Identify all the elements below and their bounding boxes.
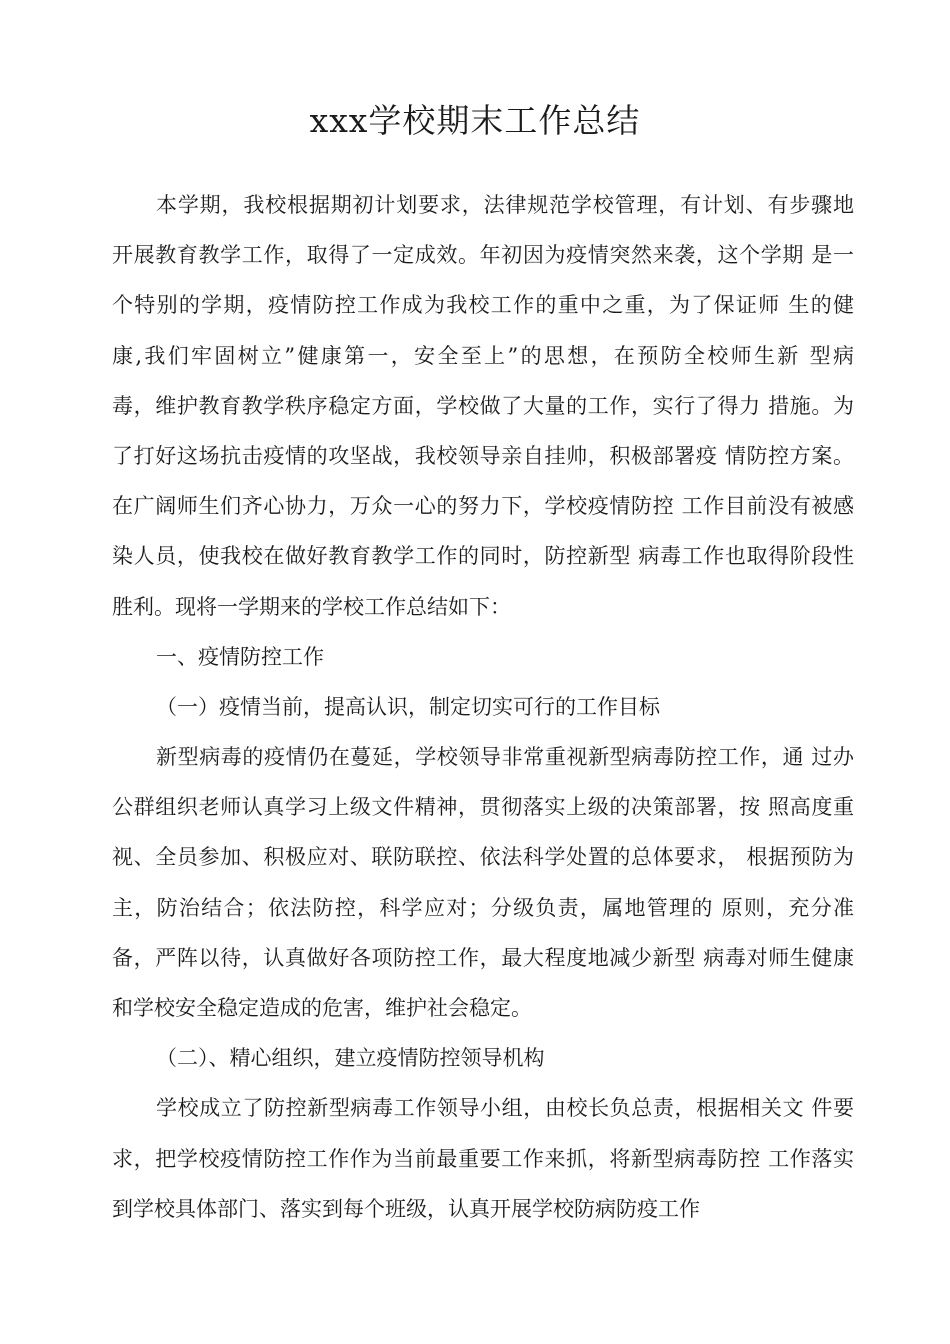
- paragraph-3-line-2: 求，把学校疫情防控工作作为当前最重要工作来抓，将新型病毒防控 工作落实: [112, 1146, 854, 1171]
- document-title: xxx学校期末工作总结: [309, 101, 641, 140]
- paragraph-1-line-1: 本学期，我校根据期初计划要求，法律规范学校管理，有计划、有步骤地: [156, 193, 854, 217]
- paragraph-1-line-2: 开展教育教学工作，取得了一定成效。年初因为疫情突然来袭，这个学期 是一: [112, 243, 854, 268]
- paragraph-2-line-1: 新型病毒的疫情仍在蔓延，学校领导非常重视新型病毒防控工作，通 过办: [156, 745, 854, 770]
- section-heading-1: 一、疫情防控工作: [156, 644, 324, 669]
- paragraph-1-line-8: 染人员，使我校在做好教育教学工作的同时，防控新型 病毒工作也取得阶段性: [112, 544, 854, 569]
- paragraph-2-line-3: 视、全员参加、积极应对、联防联控、依法科学处置的总体要求， 根据预防为: [112, 845, 854, 870]
- subsection-heading-1: （一）疫情当前，提高认识，制定切实可行的工作目标: [156, 694, 660, 719]
- paragraph-1-line-3: 个特别的学期，疫情防控工作成为我校工作的重中之重，为了保证师 生的健: [112, 293, 854, 318]
- paragraph-3-line-3: 到学校具体部门、落实到每个班级，认真开展学校防病防疫工作: [112, 1196, 700, 1221]
- paragraph-2-line-4: 主，防治结合；依法防控，科学应对；分级负责，属地管理的 原则，充分准: [112, 895, 854, 920]
- paragraph-2-line-5: 备，严阵以待，认真做好各项防控工作，最大程度地减少新型 病毒对师生健康: [112, 945, 854, 970]
- paragraph-1-line-5: 毒，维护教育教学秩序稳定方面，学校做了大量的工作，实行了得力 措施。为: [112, 393, 854, 418]
- paragraph-3-line-1: 学校成立了防控新型病毒工作领导小组，由校长负总责，根据相关文 件要: [156, 1096, 854, 1121]
- paragraph-1-line-6: 了打好这场抗击疫情的攻坚战，我校领导亲自挂帅，积极部署疫 情防控方案。: [112, 443, 854, 468]
- paragraph-1-line-7: 在广阔师生们齐心协力，万众一心的努力下，学校疫情防控 工作目前没有被感: [112, 494, 854, 519]
- paragraph-2-line-2: 公群组织老师认真学习上级文件精神，贯彻落实上级的决策部署，按 照高度重: [112, 795, 854, 820]
- paragraph-1-line-4: 康,我们牢固树立”健康第一，安全至上”的思想，在预防全校师生新 型病: [112, 343, 854, 368]
- subsection-heading-2: （二）、精心组织，建立疫情防控领导机构: [156, 1046, 545, 1071]
- paragraph-1-line-9: 胜利。现将一学期来的学校工作总结如下：: [112, 594, 511, 619]
- paragraph-2-line-6: 和学校安全稳定造成的危害，维护社会稳定。: [112, 996, 532, 1020]
- document-body: [112, 180, 854, 1234]
